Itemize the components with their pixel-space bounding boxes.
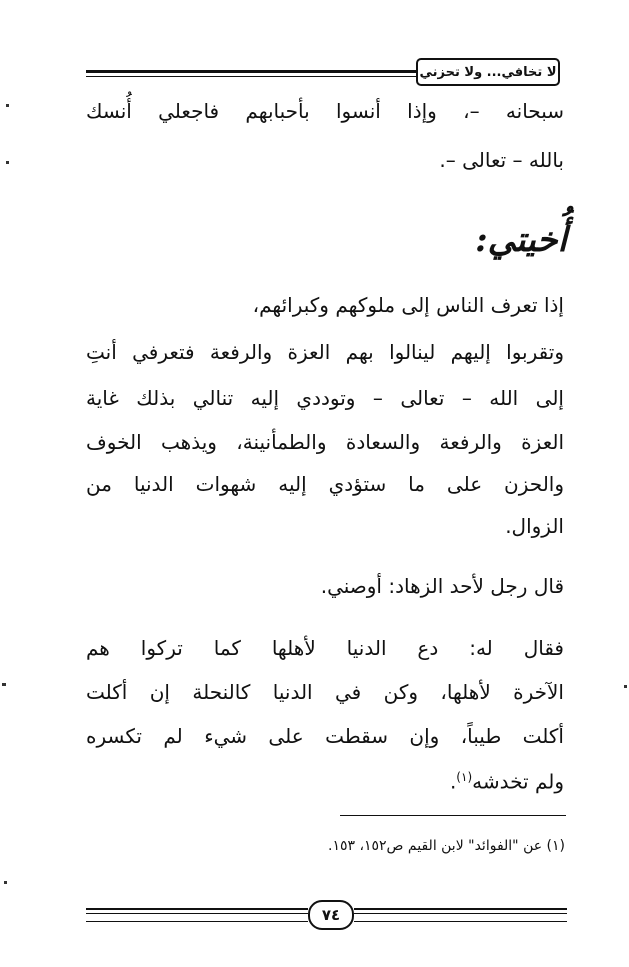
body-line: سبحانه –، وإذا أنسوا بأحبابهم فاجعلي أُنسك	[86, 99, 564, 123]
scan-speck	[4, 881, 7, 884]
footer-rule	[86, 913, 308, 914]
body-line: الزوال.	[505, 514, 564, 538]
body-text: .	[449, 769, 457, 794]
body-line: العزة والرفعة والسعادة والطمأنينة، ويذهب الخوف	[86, 430, 564, 454]
body-text: ولم تخدشه	[472, 769, 564, 794]
body-line: أكلت طيباً، وإن سقطت على شيء لم تكسره	[86, 724, 564, 748]
footnote-reference: (١)	[456, 770, 473, 784]
footnote: (١) عن "الفوائد" لابن القيم ص١٥٢، ١٥٣.	[328, 838, 565, 854]
body-line: وتقربوا إليهم لينالوا بهم العزة والرفعة فتعرفي أنتِ	[86, 340, 564, 364]
running-header-title: لا تخافي... ولا تحزني	[416, 58, 560, 86]
scan-speck	[6, 104, 9, 107]
footer-rule	[354, 908, 567, 910]
body-line	[450, 763, 564, 796]
footer-rule	[354, 921, 567, 922]
scan-speck	[2, 683, 6, 686]
body-line: إذا تعرف الناس إلى ملوكهم وكبرائهم،	[252, 293, 564, 317]
body-line: إلى الله – تعالى – وتوددي إليه تنالي بذلك غاية	[86, 386, 564, 410]
body-line: والحزن على ما ستؤدي إليه شهوات الدنيا من	[86, 472, 564, 496]
scan-speck	[624, 685, 627, 688]
body-line: قال رجل لأحد الزهاد: أوصني.	[320, 574, 564, 598]
page-number: ٧٤	[308, 900, 354, 930]
footer-rule	[354, 913, 567, 914]
body-line: فقال له: دع الدنيا لأهلها كما تركوا هم	[86, 636, 564, 660]
footer-rule	[86, 921, 308, 922]
footer-rule	[86, 908, 308, 910]
footnote-rule	[340, 815, 566, 816]
section-heading: أُخيتي:	[475, 220, 567, 260]
body-line: الآخرة لأهلها، وكن في الدنيا كالنحلة إن أكلت	[86, 680, 564, 704]
scan-speck	[6, 161, 9, 164]
body-line: بالله – تعالى –.	[439, 148, 564, 172]
header-rule	[86, 70, 416, 77]
